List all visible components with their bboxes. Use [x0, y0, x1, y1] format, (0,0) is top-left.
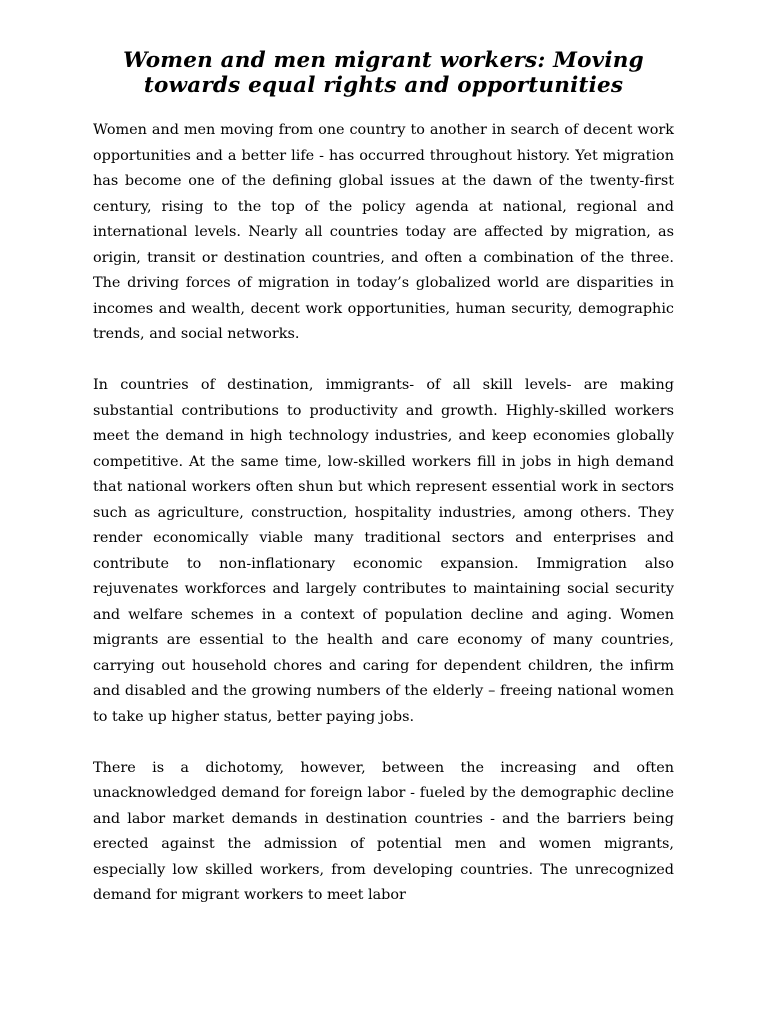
- paragraph-1: Women and men moving from one country to another in search of decent work opportunities and a better life - has occurred throughout history. Yet migration has become one of the defining global issues at the dawn of the twenty-first century, rising to the top of the policy agenda at national, regional and international levels. Nearly all countries today are affected by migration, as origin, transit or destination countries, and often a combination of the three. The driving forces of migration in today’s globalized world are disparities in incomes and wealth, decent work opportunities, human security, demographic trends, and social networks.: [93, 122, 674, 342]
- title-line-2: towards equal rights and opportunities: [143, 73, 624, 98]
- document-page: [93, 48, 674, 934]
- paragraph-3: There is a dichotomy, however, between the increasing and often unacknowledged demand for foreign labor - fueled by the demographic decline and labor market demands in destination countries - and the barriers being erected against the admission of potential men and women migrants, especially low skilled workers, from developing countries. The unrecognized demand for migrant workers to meet labor: [93, 759, 674, 903]
- document-title: [93, 48, 674, 98]
- paragraph-2: In countries of destination, immigrants- of all skill levels- are making substantial contributions to productivity and growth. Highly-skilled workers meet the demand in high technology industries, and keep economies globally competitive. At the same time, low-skilled workers fill in jobs in high demand that national workers often shun but which represent essential work in sectors such as agriculture, construction, hospitality industries, among others. They render economically viable many traditional sectors and enterprises and contribute to non-inflationary economic expansion. Immigration also rejuvenates workforces and largely contributes to maintaining social security and welfare schemes in a context of population decline and aging. Women migrants are essential to the health and care economy of many countries, carrying out household chores and caring for dependent children, the infirm and disabled and the growing numbers of the elderly – freeing national women to take up higher status, better paying jobs.: [93, 377, 674, 725]
- title-line-1: Women and men migrant workers: Moving: [123, 48, 644, 73]
